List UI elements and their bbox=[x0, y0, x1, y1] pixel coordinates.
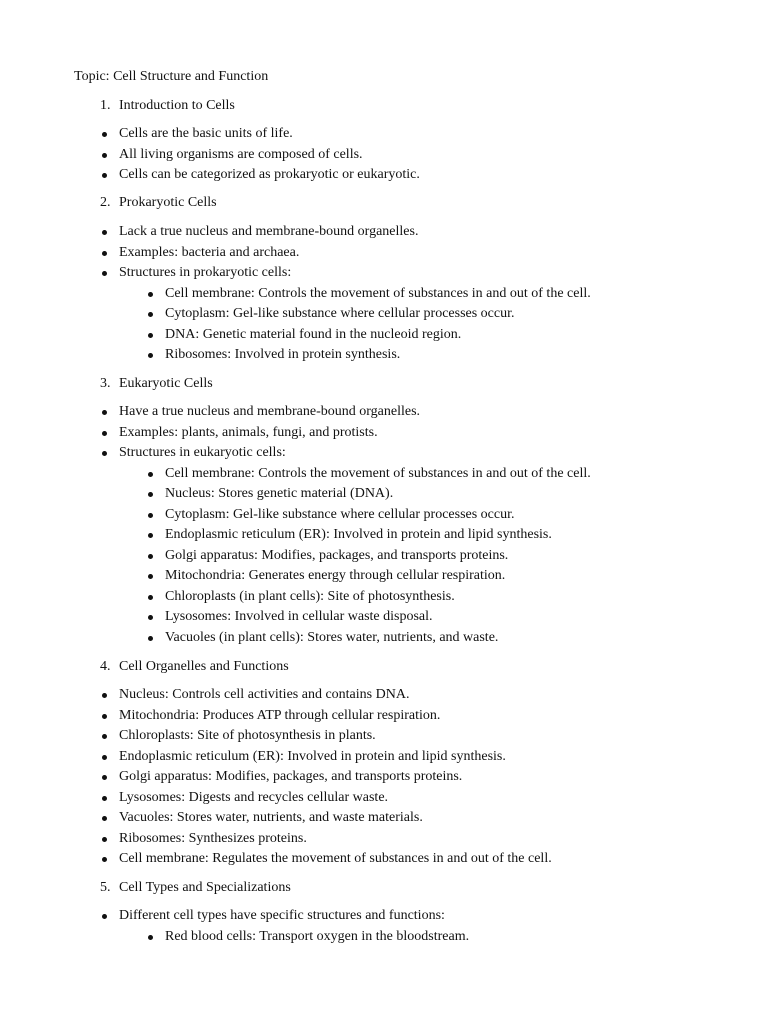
list-item: Lack a true nucleus and membrane-bound organelles. bbox=[0, 223, 768, 244]
bullet-icon bbox=[102, 431, 107, 436]
list-item: DNA: Genetic material found in the nucleoid region. bbox=[0, 326, 768, 347]
section-heading bbox=[100, 97, 235, 115]
list-item: Cell membrane: Controls the movement of substances in and out of the cell. bbox=[0, 465, 768, 486]
bullet-icon bbox=[102, 914, 107, 919]
bullet-icon bbox=[148, 292, 153, 297]
list-item: Cytoplasm: Gel-like substance where cellular processes occur. bbox=[0, 305, 768, 326]
list-item: Cells are the basic units of life. bbox=[0, 125, 768, 146]
topic-title: Topic: Cell Structure and Function bbox=[74, 69, 269, 84]
section-number: 5. bbox=[100, 880, 111, 895]
list-item: Lysosomes: Involved in cellular waste disposal. bbox=[0, 608, 768, 629]
bullet-icon bbox=[148, 554, 153, 559]
bullet-icon bbox=[148, 513, 153, 518]
list-item: Different cell types have specific structures and functions: bbox=[0, 907, 768, 928]
bullet-icon bbox=[102, 837, 107, 842]
bullet-icon bbox=[102, 775, 107, 780]
bullet-icon bbox=[148, 533, 153, 538]
bullet-icon bbox=[102, 410, 107, 415]
section-number: 2. bbox=[100, 195, 111, 210]
list-item: Red blood cells: Transport oxygen in the bloodstream. bbox=[0, 928, 768, 949]
bullet-icon bbox=[148, 353, 153, 358]
section-heading bbox=[100, 194, 217, 212]
bullet-icon bbox=[148, 595, 153, 600]
list-item: Structures in eukaryotic cells: bbox=[0, 444, 768, 465]
bullet-icon bbox=[102, 693, 107, 698]
list-item: Vacuoles (in plant cells): Stores water, nutrients, and waste. bbox=[0, 629, 768, 650]
bullet-list bbox=[0, 686, 768, 871]
section-heading bbox=[100, 879, 291, 897]
bullet-icon bbox=[148, 935, 153, 940]
list-item: Examples: bacteria and archaea. bbox=[0, 244, 768, 265]
list-item: Cell membrane: Controls the movement of substances in and out of the cell. bbox=[0, 285, 768, 306]
bullet-icon bbox=[102, 796, 107, 801]
list-item: Vacuoles: Stores water, nutrients, and waste materials. bbox=[0, 809, 768, 830]
bullet-icon bbox=[102, 132, 107, 137]
section-title: Cell Organelles and Functions bbox=[119, 659, 289, 674]
bullet-icon bbox=[102, 857, 107, 862]
list-item: All living organisms are composed of cells. bbox=[0, 146, 768, 167]
section-heading bbox=[100, 658, 289, 676]
bullet-list bbox=[0, 403, 768, 649]
bullet-icon bbox=[102, 714, 107, 719]
bullet-icon bbox=[102, 755, 107, 760]
list-item: Mitochondria: Generates energy through cellular respiration. bbox=[0, 567, 768, 588]
bullet-icon bbox=[102, 271, 107, 276]
bullet-icon bbox=[148, 333, 153, 338]
bullet-icon bbox=[102, 816, 107, 821]
bullet-icon bbox=[148, 615, 153, 620]
list-item: Examples: plants, animals, fungi, and protists. bbox=[0, 424, 768, 445]
bullet-list bbox=[0, 907, 768, 948]
list-item: Lysosomes: Digests and recycles cellular waste. bbox=[0, 789, 768, 810]
section-title: Cell Types and Specializations bbox=[119, 880, 291, 895]
list-item: Chloroplasts: Site of photosynthesis in plants. bbox=[0, 727, 768, 748]
bullet-icon bbox=[148, 472, 153, 477]
list-item: Golgi apparatus: Modifies, packages, and transports proteins. bbox=[0, 547, 768, 568]
bullet-icon bbox=[102, 251, 107, 256]
section-number: 1. bbox=[100, 98, 111, 113]
list-item: Mitochondria: Produces ATP through cellular respiration. bbox=[0, 707, 768, 728]
list-item: Cytoplasm: Gel-like substance where cellular processes occur. bbox=[0, 506, 768, 527]
list-item: Nucleus: Controls cell activities and contains DNA. bbox=[0, 686, 768, 707]
section-heading bbox=[100, 375, 213, 393]
list-item: Have a true nucleus and membrane-bound organelles. bbox=[0, 403, 768, 424]
list-item: Ribosomes: Involved in protein synthesis. bbox=[0, 346, 768, 367]
bullet-icon bbox=[148, 492, 153, 497]
bullet-list bbox=[0, 223, 768, 367]
section-title: Eukaryotic Cells bbox=[119, 376, 213, 391]
list-item: Golgi apparatus: Modifies, packages, and transports proteins. bbox=[0, 768, 768, 789]
section-number: 4. bbox=[100, 659, 111, 674]
list-item: Nucleus: Stores genetic material (DNA). bbox=[0, 485, 768, 506]
list-item: Ribosomes: Synthesizes proteins. bbox=[0, 830, 768, 851]
list-item: Endoplasmic reticulum (ER): Involved in protein and lipid synthesis. bbox=[0, 748, 768, 769]
bullet-icon bbox=[148, 574, 153, 579]
bullet-icon bbox=[102, 734, 107, 739]
list-item: Chloroplasts (in plant cells): Site of photosynthesis. bbox=[0, 588, 768, 609]
list-item: Cells can be categorized as prokaryotic or eukaryotic. bbox=[0, 166, 768, 187]
list-item: Structures in prokaryotic cells: bbox=[0, 264, 768, 285]
list-item: Cell membrane: Regulates the movement of substances in and out of the cell. bbox=[0, 850, 768, 871]
bullet-icon bbox=[102, 153, 107, 158]
section-number: 3. bbox=[100, 376, 111, 391]
bullet-icon bbox=[148, 636, 153, 641]
bullet-icon bbox=[102, 230, 107, 235]
bullet-icon bbox=[102, 451, 107, 456]
section-title: Prokaryotic Cells bbox=[119, 195, 217, 210]
bullet-icon bbox=[148, 312, 153, 317]
list-item: Endoplasmic reticulum (ER): Involved in protein and lipid synthesis. bbox=[0, 526, 768, 547]
section-title: Introduction to Cells bbox=[119, 98, 235, 113]
bullet-list bbox=[0, 125, 768, 187]
bullet-icon bbox=[102, 173, 107, 178]
